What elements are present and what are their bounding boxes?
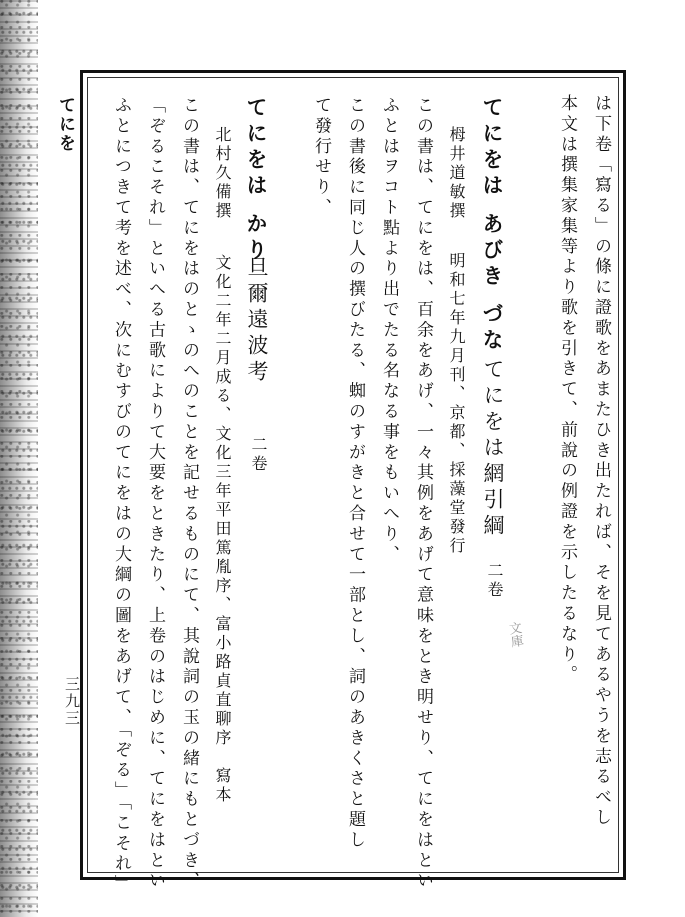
text-column-1: は下卷「寫る」の條に證歌をあまたひき出たれば、そを見てあるやうを志るべし <box>591 94 611 829</box>
entry-2-compiler: 北村久備撰 <box>213 126 232 221</box>
entry-1-text-line-4: て發行せり、 <box>311 96 331 219</box>
entry-title-1-reading: てにをは あびき づな <box>480 96 505 355</box>
entry-2-text-line-1: この書は、てにをはのとゝのへのことを記せるものにて、其說詞の玉の緒にもとづき、 <box>179 96 199 892</box>
binding-edge <box>0 0 38 917</box>
entry-title-2-volumes: 二卷 <box>249 436 268 474</box>
running-header: てにを <box>55 96 75 153</box>
entry-title-2-reading: てにをは かり <box>244 96 269 265</box>
entry-2-text-line-3: ふとにつきて考を述べ、次にむすびのてにをはの大綱の圖をあげて、「ぞる」「こそれ」 <box>111 96 131 895</box>
entry-1-text-line-3: この書後に同じ人の撰びたる、蜘のすがきと合せて一部とし、詞のあきくさと題し <box>345 96 365 851</box>
entry-1-compiler: 栂井道敏撰 <box>447 126 466 221</box>
entry-1-publication: 明和七年九月刊、京都、採藻堂發行 <box>447 252 466 556</box>
entry-2-composition: 文化二年二月成る、文化三年平田篤胤序、富小路貞直聊序 寫本 <box>213 254 232 805</box>
entry-1-text-line-2: ふとはヲコト點より出でたる名なる事をもいへり、 <box>379 96 399 566</box>
entry-1-text-line-1: この書は、てにをは、百余をあげ、一々其例をあげて意味をとき明せり、てにをはとい <box>413 96 433 892</box>
entry-title-2 <box>246 96 267 264</box>
page-number: 三九三 <box>63 676 81 727</box>
entry-title-2-heading: 旦爾遠波考 <box>245 256 269 386</box>
entry-title-1-volumes: 二卷 <box>485 562 504 600</box>
library-stamp: 文庫 <box>505 620 524 649</box>
entry-2-text-line-2: 「ぞるこそれ」といへる古歌によりて大要をときたり、上卷のはじめに、てにをはとい <box>145 96 165 892</box>
entry-title-1 <box>482 96 503 355</box>
text-column-2: 本文は撰集家集等より歌を引きて、前說の例證を示したるなり。 <box>557 94 577 686</box>
entry-title-1-heading: てにをは網引綱 <box>481 358 505 540</box>
